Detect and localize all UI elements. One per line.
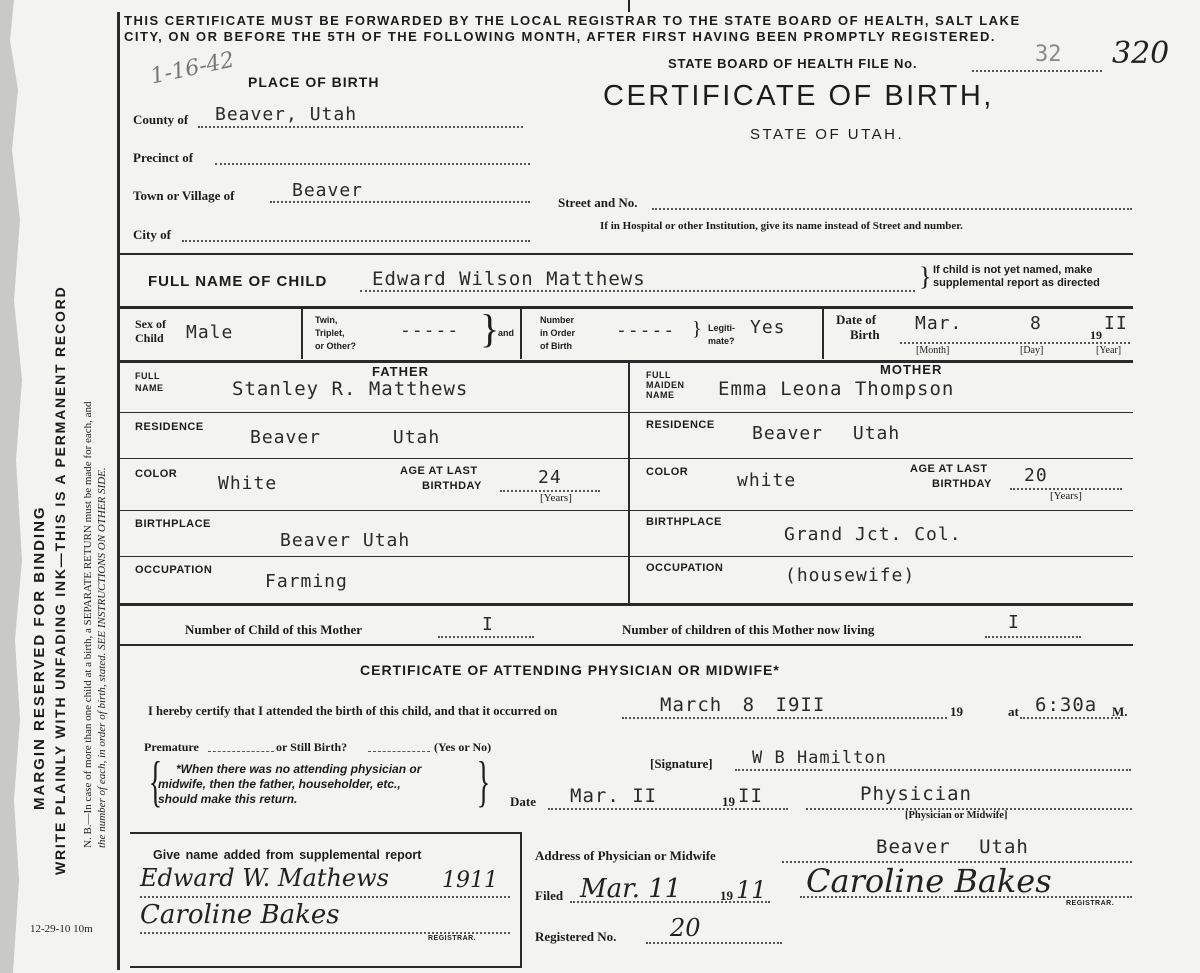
street-line: [652, 208, 1132, 210]
divider-parents: [119, 360, 1133, 363]
file-no-label: STATE BOARD OF HEALTH FILE No.: [668, 56, 918, 71]
yesno-label: (Yes or No): [434, 740, 492, 754]
tick-mark: [628, 0, 630, 12]
dob-label-line1: Date of: [836, 312, 877, 327]
registrar-signature: Caroline Bakes: [806, 862, 1052, 900]
and-label: and: [498, 328, 515, 338]
county-line: [198, 126, 523, 128]
mother-residence-label: RESIDENCE: [646, 419, 715, 431]
physician-title-caption: [Physician or Midwife]: [905, 810, 1008, 821]
supplemental-name-line: [140, 896, 510, 898]
place-heading: PLACE OF BIRTH: [248, 74, 380, 90]
corner-note: 320: [1112, 36, 1170, 71]
city-label: City of: [133, 227, 171, 242]
address-label: Address of Physician or Midwife: [535, 848, 716, 863]
county-value: Beaver, Utah: [215, 104, 358, 125]
mother-birthplace: Grand Jct. Col.: [784, 524, 962, 545]
legit-label-line1: Legiti-: [708, 323, 735, 333]
mother-age-label: [910, 462, 992, 492]
order-label-line1: Number: [540, 315, 575, 325]
month-caption: [Month]: [916, 345, 950, 356]
father-age-label: [400, 464, 482, 494]
mother-color-label: COLOR: [646, 466, 689, 478]
mother-heading: MOTHER: [880, 362, 943, 377]
row-line-1: [119, 412, 1133, 413]
torn-edge: [0, 0, 24, 973]
dob-year: II: [1104, 313, 1128, 334]
mother-full-label-line3: NAME: [646, 390, 675, 400]
order-label: [540, 314, 575, 353]
father-birthplace: Beaver Utah: [280, 530, 411, 551]
order-value: -----: [616, 320, 676, 341]
father-occupation-label: OCCUPATION: [135, 564, 213, 576]
dob-day: 8: [1030, 313, 1042, 334]
divider-physician: [119, 644, 1133, 646]
dob-label: [836, 312, 880, 342]
child-name-brace: }: [919, 262, 932, 291]
mother-age: 20: [1024, 465, 1048, 486]
supplemental-heading: Give name added from supplemental report: [153, 848, 422, 862]
physician-address: Beaver Utah: [876, 836, 1029, 858]
town-value: Beaver: [292, 180, 364, 201]
father-full-label-line1: FULL: [135, 371, 160, 381]
father-age: 24: [538, 467, 562, 488]
legit-label-line2: mate?: [708, 336, 735, 346]
mother-years-caption: [Years]: [1050, 490, 1082, 502]
legit-label: [708, 322, 735, 348]
sex-label-line1: Sex of: [135, 317, 166, 331]
father-full-label: [135, 370, 164, 394]
town-line: [270, 201, 530, 203]
supplemental-year: 1911: [442, 868, 498, 893]
dob-year-prefix: 19: [1090, 328, 1102, 342]
legit-value: Yes: [750, 317, 786, 338]
attending-note-line1: *When there was no attending physician or: [176, 762, 422, 776]
file-no-line: [972, 70, 1102, 72]
city-line: [182, 240, 530, 242]
row-line-3: [119, 510, 1133, 511]
filed-year-prefix: 19: [720, 888, 733, 903]
county-label: County of: [133, 112, 189, 127]
twin-label-line2: Triplet,: [315, 328, 345, 338]
dob-label-line2: Birth: [850, 327, 880, 342]
child-name-value: Edward Wilson Matthews: [372, 268, 646, 290]
twin-label: [315, 314, 356, 353]
stillbirth-label: or Still Birth?: [276, 740, 348, 754]
parents-divider: [628, 362, 630, 604]
signature-line: [735, 769, 1131, 771]
m-suffix: M.: [1112, 704, 1128, 719]
supplemental-sig-line: [140, 932, 510, 934]
twin-brace: }: [480, 306, 500, 351]
town-label: Town or Village of: [133, 188, 235, 203]
registered-label: Registered No.: [535, 929, 617, 944]
supplemental-signature: Caroline Bakes: [140, 900, 340, 930]
certify-label: I hereby certify that I attended the birth of this child, and that it occurred on: [148, 704, 558, 718]
father-color-label: COLOR: [135, 468, 178, 480]
birth-time: 6:30a: [1035, 694, 1098, 716]
child-name-line: [360, 290, 915, 292]
mother-age-label-line1: AGE AT LAST: [910, 463, 988, 475]
cert-date: Mar. II: [570, 785, 658, 807]
filed-year: 11: [736, 876, 767, 904]
dob-month: Mar.: [915, 313, 963, 334]
stillbirth-line: [368, 751, 430, 752]
twin-label-line1: Twin,: [315, 315, 338, 325]
father-color: White: [218, 473, 278, 494]
father-age-label-line2: BIRTHDAY: [422, 480, 482, 492]
state-title: STATE OF UTAH.: [750, 126, 905, 143]
year-caption: [Year]: [1096, 345, 1122, 356]
attending-note-line3: should make this return.: [158, 792, 298, 806]
registered-value: 20: [670, 914, 701, 942]
frame-left-border: [117, 12, 120, 970]
divider-child: [119, 306, 1133, 309]
father-years-caption: [Years]: [540, 492, 572, 504]
father-residence-label: RESIDENCE: [135, 421, 204, 433]
attending-note-line2: midwife, then the father, householder, etc.,: [158, 777, 401, 791]
cert-year-prefix: 19: [722, 794, 735, 809]
child-number-label: Number of Child of this Mother: [185, 622, 363, 637]
physician-title: Physician: [860, 783, 972, 805]
father-name: Stanley R. Matthews: [232, 378, 469, 400]
living-label: Number of children of this Mother now living: [622, 622, 875, 637]
day-caption: [Day]: [1020, 345, 1044, 356]
margin-binding-text: MARGIN RESERVED FOR BINDING: [31, 505, 48, 810]
mother-full-label-line1: FULL: [646, 370, 671, 380]
mother-residence: Beaver Utah: [752, 423, 901, 444]
order-label-line3: of Birth: [540, 341, 572, 351]
sex-divider: [301, 309, 303, 359]
mother-full-label-line2: MAIDEN: [646, 380, 685, 390]
twin-value: -----: [400, 320, 460, 341]
child-note-line1: If child is not yet named, make: [933, 264, 1093, 276]
supplemental-name: Edward W. Mathews: [140, 864, 389, 892]
premature-label: Premature: [144, 740, 199, 754]
margin-note-line2: the number of each, in order of birth, stated. SEE INSTRUCTIONS ON OTHER SIDE.: [96, 467, 108, 848]
twin-label-line3: or Other?: [315, 341, 357, 351]
street-label: Street and No.: [558, 195, 638, 210]
attending-note: [158, 762, 421, 807]
certify-year-prefix: 19: [950, 704, 963, 719]
note-brace-left: {: [148, 751, 163, 813]
mother-occupation-label: OCCUPATION: [646, 562, 724, 574]
hospital-note: If in Hospital or other Institution, give its name instead of Street and number.: [600, 220, 963, 232]
child-number-value: I: [482, 614, 494, 635]
row-line-4: [119, 556, 1133, 557]
sex-value: Male: [186, 322, 234, 343]
father-heading: FATHER: [372, 364, 430, 379]
form-code: 12-29-10 10m: [30, 923, 93, 935]
mother-color: white: [737, 470, 797, 491]
child-note-line2: supplemental report as directed: [933, 277, 1100, 289]
child-number-line: [438, 636, 534, 638]
cert-date-line: [548, 808, 788, 810]
margin-note-line1: N. B.—In case of more than one child at a birth, a SEPARATE RETURN must be made for each, and: [82, 401, 94, 848]
father-residence: Beaver Utah: [250, 427, 441, 448]
mother-birthplace-label: BIRTHPLACE: [646, 516, 722, 528]
at-label: at: [1008, 704, 1019, 719]
file-no-value: 32: [1035, 42, 1062, 67]
living-line: [985, 636, 1081, 638]
mother-name: Emma Leona Thompson: [718, 378, 955, 400]
legit-divider: [822, 309, 824, 359]
margin-ink-text: WRITE PLAINLY WITH UNFADING INK—THIS IS A PERMANENT RECORD: [52, 285, 68, 875]
father-occupation: Farming: [265, 571, 348, 592]
birth-date: March 8 I9II: [660, 694, 826, 716]
child-name-label: FULL NAME OF CHILD: [148, 273, 328, 290]
father-age-label-line1: AGE AT LAST: [400, 465, 478, 477]
precinct-line: [215, 163, 530, 165]
mother-age-label-line2: BIRTHDAY: [932, 478, 992, 490]
father-full-label-line2: NAME: [135, 383, 164, 393]
header-line-1: THIS CERTIFICATE MUST BE FORWARDED BY THE LOCAL REGISTRAR TO THE STATE BOARD OF HEALTH, SALT LAKE: [124, 13, 1021, 28]
mother-full-label: [646, 370, 685, 400]
order-brace: }: [692, 318, 702, 340]
filed-label: Filed: [535, 888, 564, 903]
living-value: I: [1008, 612, 1020, 633]
premature-line: [208, 751, 274, 752]
mother-occupation: (housewife): [785, 565, 916, 586]
cert-date-label: Date: [510, 794, 536, 809]
row-line-2: [119, 458, 1133, 459]
physician-heading: CERTIFICATE OF ATTENDING PHYSICIAN OR MIDWIFE*: [360, 662, 780, 678]
certificate-title: CERTIFICATE OF BIRTH,: [603, 80, 994, 112]
sex-label: [135, 317, 166, 345]
precinct-label: Precinct of: [133, 150, 194, 165]
pencil-note: 1-16-42: [148, 47, 237, 90]
signature-label: [Signature]: [650, 756, 713, 771]
time-line: [1020, 717, 1120, 719]
note-brace-right: }: [476, 751, 491, 813]
filed-date: Mar. 11: [580, 874, 682, 904]
registered-line: [646, 942, 782, 944]
supplemental-caption: REGISTRAR.: [428, 935, 477, 942]
divider-place: [119, 253, 1133, 255]
certify-date-line: [622, 717, 947, 719]
sex-label-line2: Child: [135, 331, 164, 345]
father-birthplace-label: BIRTHPLACE: [135, 518, 211, 530]
physician-signature: W B Hamilton: [752, 748, 887, 768]
registrar-caption: REGISTRAR.: [1066, 900, 1115, 907]
and-divider: [520, 309, 522, 359]
cert-year: II: [738, 785, 763, 807]
order-label-line2: in Order: [540, 328, 576, 338]
divider-counts: [119, 603, 1133, 606]
header-line-2: CITY, ON OR BEFORE THE 5TH OF THE FOLLOWING MONTH, AFTER FIRST HAVING BEEN PROMPTLY REGISTERED.: [124, 29, 996, 44]
child-note: [933, 264, 1100, 290]
